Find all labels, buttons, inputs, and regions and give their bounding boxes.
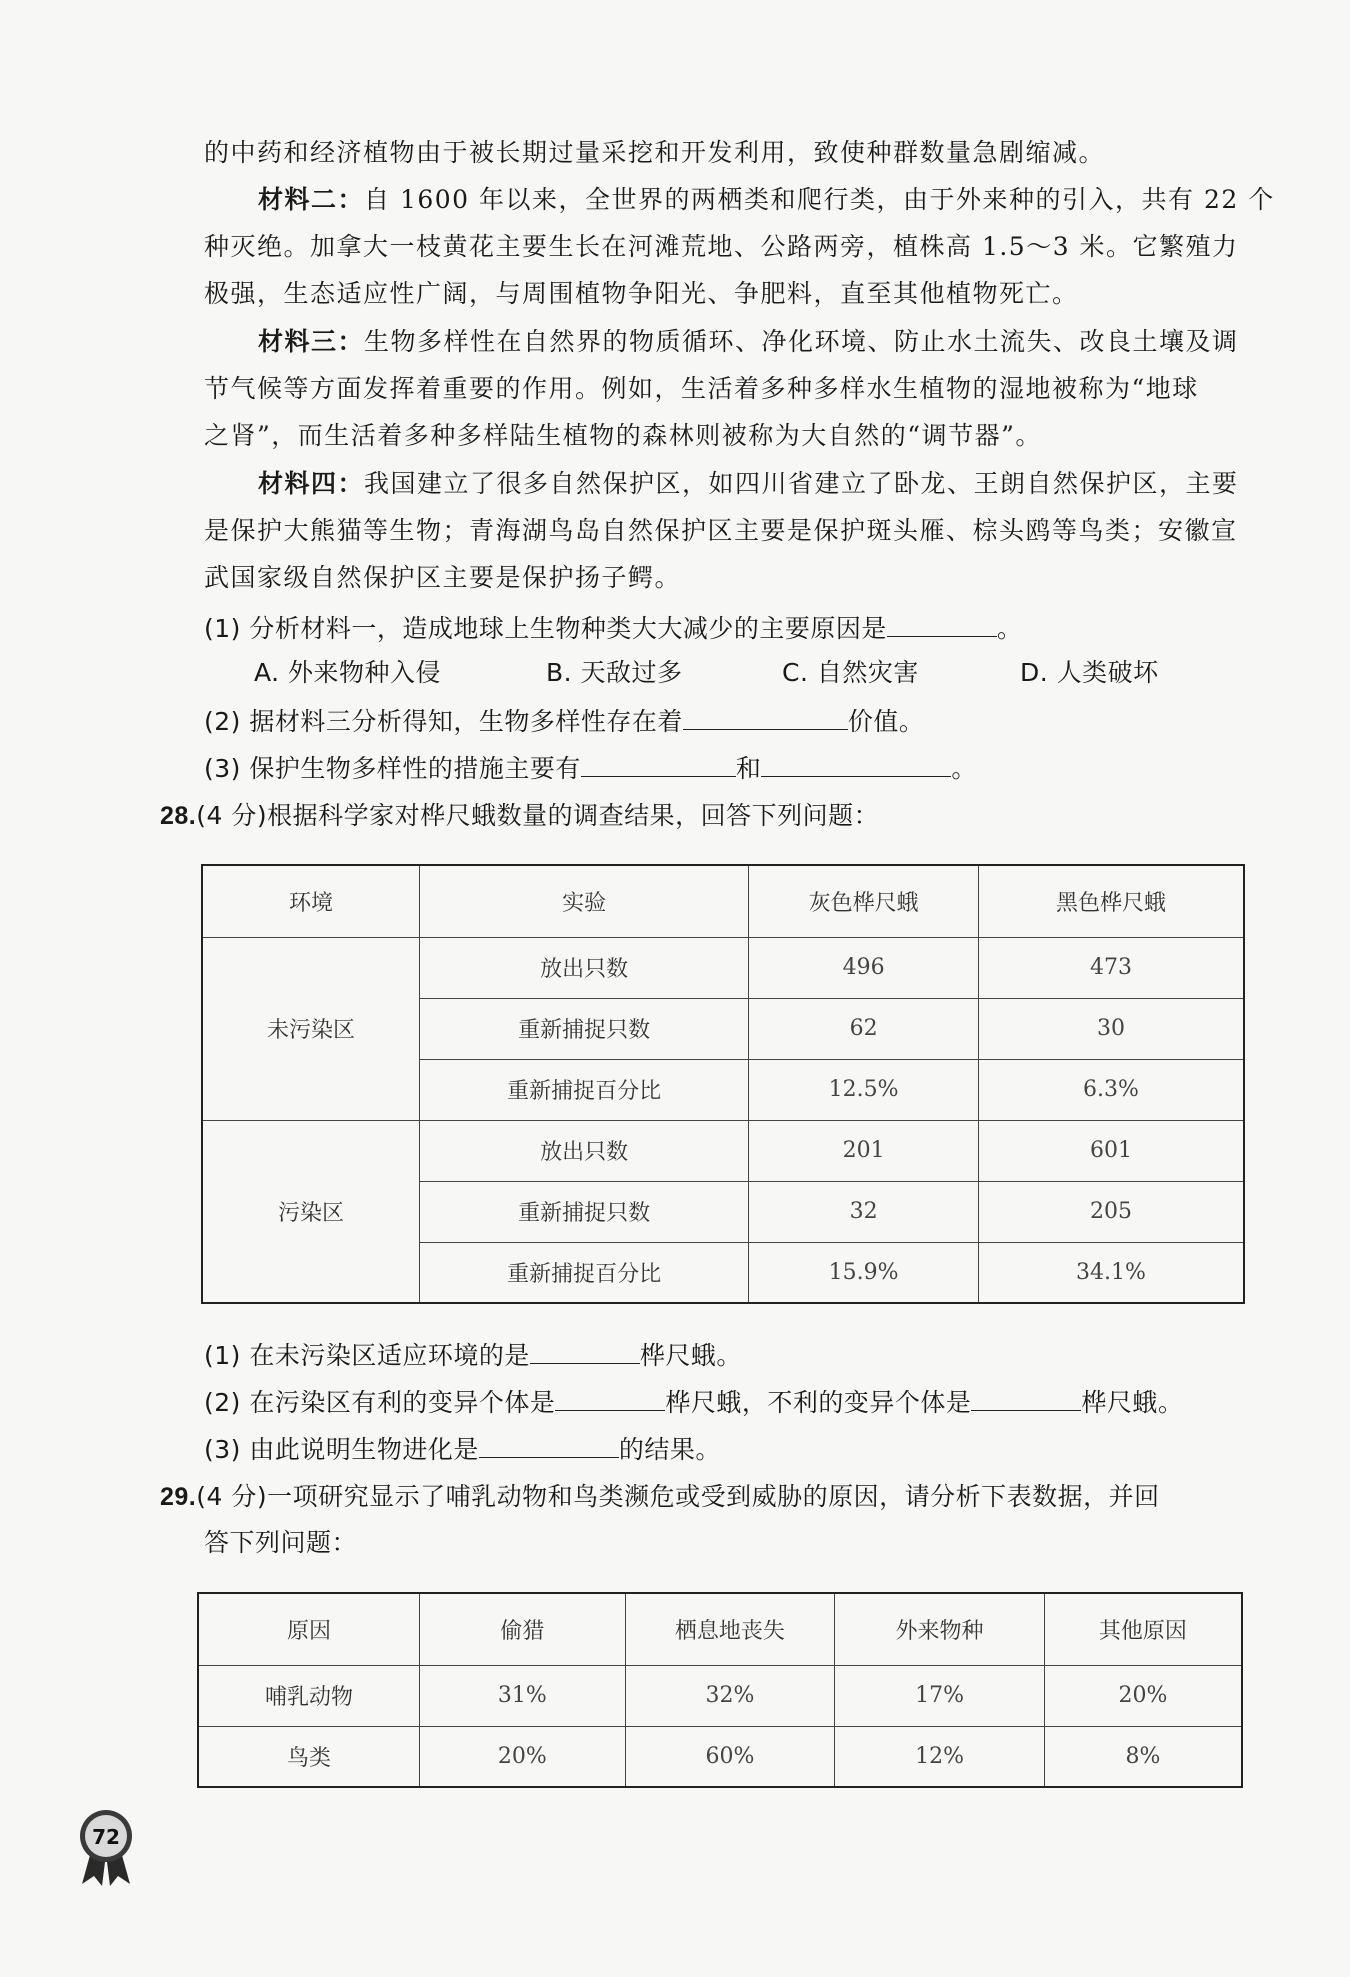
option-b[interactable]: B. 天敌过多: [546, 658, 683, 687]
black-cell: 6.3%: [978, 1059, 1244, 1120]
material-two-line-3: 极强，生态适应性广阔，与周围植物争阳光、争肥料，直至其他植物死亡。: [204, 279, 1079, 308]
q28-sub-1-text: (1) 在未污染区适应环境的是: [204, 1341, 530, 1370]
q28-sub-3-text: (3) 由此说明生物进化是: [204, 1435, 479, 1464]
exp-cell: 重新捕捉百分比: [420, 1059, 749, 1120]
option-c[interactable]: C. 自然灾害: [782, 658, 919, 687]
material-two-line-1: [258, 183, 1298, 217]
q28-sub-2-text: (2) 在污染区有利的变异个体是: [204, 1388, 556, 1417]
header-cell: 偷猎: [420, 1593, 626, 1665]
q27-sub-2-text: (2) 据材料三分析得知，生物多样性存在着: [204, 707, 683, 736]
q28-sub-1: [204, 1337, 1244, 1373]
black-cell: 34.1%: [978, 1242, 1244, 1303]
q27-sub-2-end: 价值。: [847, 707, 925, 736]
q27-sub-1-end: 。: [996, 614, 1023, 643]
value-cell: 17%: [835, 1665, 1045, 1726]
answer-blank[interactable]: [581, 750, 736, 777]
q28-sub-3-end: 的结果。: [618, 1435, 721, 1464]
material-three-line-3: 之肾”，而生活着多种多样陆生植物的森林则被称为大自然的“调节器”。: [204, 421, 1042, 450]
material-four-line-3: 武国家级自然保护区主要是保护扬子鳄。: [204, 563, 682, 592]
answer-blank[interactable]: [887, 610, 997, 637]
gray-cell: 201: [749, 1120, 979, 1181]
exp-cell: 重新捕捉只数: [420, 1181, 749, 1242]
gray-cell: 496: [749, 937, 979, 998]
material-four-label: 材料四：: [258, 469, 365, 498]
q27-sub-3-mid: 和: [735, 754, 762, 783]
q27-sub-3: [204, 750, 1244, 786]
option-a[interactable]: A. 外来物种入侵: [254, 658, 442, 687]
material-two-text: 自 1600 年以来，全世界的两栖类和爬行类，由于外来种的引入，共有 22 个: [364, 185, 1275, 214]
material-four-line-1: [258, 467, 1298, 501]
value-cell: 12%: [835, 1726, 1045, 1787]
black-cell: 473: [978, 937, 1244, 998]
q29-stem-text: (4 分)一项研究显示了哺乳动物和鸟类濒危或受到威胁的原因，请分析下表数据，并回: [196, 1482, 1160, 1511]
answer-blank[interactable]: [555, 1384, 665, 1411]
q27-sub-2: [204, 703, 1244, 739]
header-cell: 其他原因: [1044, 1593, 1242, 1665]
answer-blank[interactable]: [530, 1337, 640, 1364]
value-cell: 20%: [1044, 1665, 1242, 1726]
option-d[interactable]: D. 人类破坏: [1020, 658, 1159, 687]
answer-blank[interactable]: [479, 1431, 619, 1458]
material-three-line-1: [258, 325, 1298, 359]
material-four-line-2: 是保护大熊猫等生物；青海湖鸟岛自然保护区主要是保护斑头雁、棕头鸥等鸟类；安徽宣: [204, 516, 1238, 545]
gray-cell: 62: [749, 998, 979, 1059]
question-number: 28.: [160, 802, 197, 830]
q27-sub-3-text: (3) 保护生物多样性的措施主要有: [204, 754, 581, 783]
value-cell: 60%: [625, 1726, 835, 1787]
q29-stem-line-1: [160, 1480, 1200, 1514]
exp-cell: 放出只数: [420, 937, 749, 998]
material-two-label: 材料二：: [258, 185, 365, 214]
row-label-cell: 鸟类: [198, 1726, 420, 1787]
q27-sub-1-text: (1) 分析材料一，造成地球上生物种类大大减少的主要原因是: [204, 614, 887, 643]
q27-sub-1: [204, 610, 1244, 646]
env-cell: 污染区: [202, 1120, 420, 1303]
header-cell: 实验: [420, 865, 749, 937]
page-number-badge: [78, 1808, 134, 1864]
answer-blank[interactable]: [971, 1384, 1081, 1411]
gray-cell: 15.9%: [749, 1242, 979, 1303]
page-number: 72: [92, 1825, 120, 1849]
threat-causes-table: [197, 1592, 1243, 1788]
header-cell: 原因: [198, 1593, 420, 1665]
q28-stem-text: (4 分)根据科学家对桦尺蛾数量的调查结果，回答下列问题：: [196, 801, 880, 830]
header-cell: 栖息地丧失: [625, 1593, 835, 1665]
material-three-line-2: 节气候等方面发挥着重要的作用。例如，生活着多种多样水生植物的湿地被称为“地球: [204, 374, 1199, 403]
q28-sub-2-mid: 桦尺蛾，不利的变异个体是: [665, 1388, 972, 1417]
question-number: 29.: [160, 1483, 197, 1511]
row-label-cell: 哺乳动物: [198, 1665, 420, 1726]
q28-sub-2-end: 桦尺蛾。: [1081, 1388, 1184, 1417]
gray-cell: 12.5%: [749, 1059, 979, 1120]
header-cell: 环境: [202, 865, 420, 937]
answer-blank[interactable]: [683, 703, 848, 730]
moth-survey-table: [201, 864, 1245, 1304]
black-cell: 601: [978, 1120, 1244, 1181]
q27-sub-3-end: 。: [951, 754, 977, 783]
env-cell: 未污染区: [202, 937, 420, 1120]
material-three-text: 生物多样性在自然界的物质循环、净化环境、防止水土流失、改良土壤及调: [364, 327, 1239, 356]
value-cell: 8%: [1044, 1726, 1242, 1787]
q28-stem: [160, 799, 1200, 833]
q29-stem-line-2: 答下列问题：: [204, 1528, 358, 1557]
material-two-line-2: 种灭绝。加拿大一枝黄花主要生长在河滩荒地、公路两旁，植株高 1.5～3 米。它繁殖力: [204, 232, 1239, 261]
answer-blank[interactable]: [761, 750, 951, 777]
q28-sub-3: [204, 1431, 1244, 1467]
header-cell: 灰色桦尺蛾: [749, 865, 979, 937]
exp-cell: 放出只数: [420, 1120, 749, 1181]
material-one-end: 的中药和经济植物由于被长期过量采挖和开发利用，致使种群数量急剧缩减。: [204, 138, 1106, 167]
material-three-label: 材料三：: [258, 327, 365, 356]
value-cell: 31%: [420, 1665, 626, 1726]
header-cell: 外来物种: [835, 1593, 1045, 1665]
exp-cell: 重新捕捉只数: [420, 998, 749, 1059]
exp-cell: 重新捕捉百分比: [420, 1242, 749, 1303]
q28-sub-2: [204, 1384, 1244, 1420]
q27-options: [254, 656, 1294, 690]
black-cell: 205: [978, 1181, 1244, 1242]
ribbon-badge-icon: [78, 1808, 134, 1888]
q28-sub-1-end: 桦尺蛾。: [639, 1341, 742, 1370]
gray-cell: 32: [749, 1181, 979, 1242]
header-cell: 黑色桦尺蛾: [978, 865, 1244, 937]
black-cell: 30: [978, 998, 1244, 1059]
material-four-text: 我国建立了很多自然保护区，如四川省建立了卧龙、王朗自然保护区，主要: [364, 469, 1239, 498]
value-cell: 32%: [625, 1665, 835, 1726]
value-cell: 20%: [420, 1726, 626, 1787]
